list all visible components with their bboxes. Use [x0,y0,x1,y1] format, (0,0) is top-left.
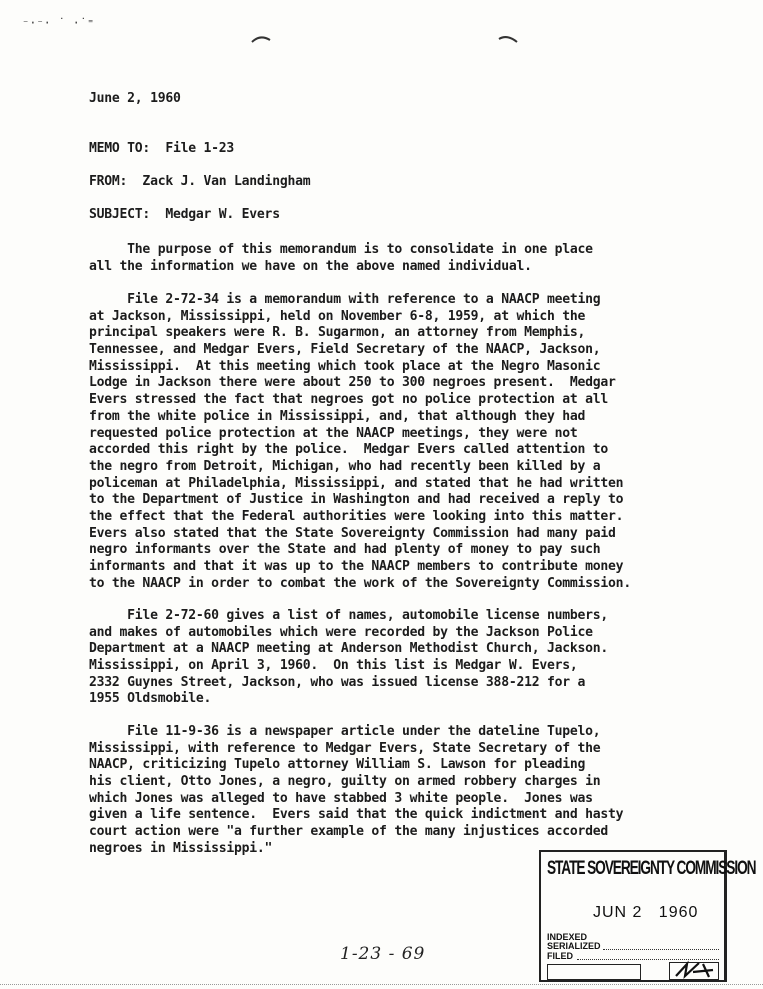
paragraph-line: requested police protection at the NAACP meetings, they were not [89,425,578,441]
paragraph-line: accorded this right by the police. Medgar Evers called attention to [89,442,609,458]
paragraph-line: principal speakers were R. B. Sugarmon, an attorney from Memphis, [89,325,586,341]
paragraph-line: Tennessee, and Medgar Evers, Field Secretary of the NAACP, Jackson, [89,342,601,358]
stamp-serialized-label: SERIALIZED [547,941,601,951]
commission-received-stamp [539,850,756,982]
stamp-filed-label: FILED [547,951,573,961]
paragraph-line: the negro from Detroit, Michigan, who had recently been killed by a [89,458,601,474]
paragraph-line: 2332 Guynes Street, Jackson, who was issued license 388-212 for a [89,674,586,690]
paragraph-line: to the NAACP in order to combat the work of the Sovereignty Commission. [89,575,631,591]
paragraph-file-11-9-36 [89,724,623,858]
paragraph-line: negroes in Mississippi." [89,840,273,856]
memo-subject: SUBJECT: Medgar W. Evers [89,207,280,222]
paragraph-line: to the Department of Justice in Washington and had received a reply to [89,492,624,508]
paragraph-purpose [89,242,593,275]
punch-mark-left [250,34,272,44]
paragraph-line: the effect that the Federal authorities were looking into this matter. [89,508,624,524]
paragraph-line: court action were "a further example of the many injustices accorded [89,824,609,840]
paragraph-line: policeman at Philadelphia, Mississippi, and stated that he had written [89,475,624,491]
paragraph-line: from the white police in Mississippi, and, that although they had [89,408,586,424]
stamp-scribble-signature [673,960,719,980]
stamp-indexed-label: INDEXED [547,932,588,942]
paragraph-line: Evers stressed the fact that negroes got no police protection at all [89,392,609,408]
paragraph-line: File 2-72-60 gives a list of names, automobile license numbers, [89,608,609,623]
paragraph-line: File 2-72-34 is a memorandum with reference to a NAACP meeting [89,292,601,307]
paragraph-line: his client, Otto Jones, a negro, guilty on armed robbery charges in [89,774,601,790]
memo-date: June 2, 1960 [89,91,181,106]
paragraph-line: Lodge in Jackson there were about 250 to 300 negroes present. Medgar [89,375,616,391]
memo-to: MEMO TO: File 1-23 [89,141,235,156]
paragraph-line: Evers also stated that the State Sovereignty Commission had many paid [89,525,616,541]
paragraph-line: Mississippi. At this meeting which took place at the Negro Masonic [89,358,601,374]
paragraph-file-2-72-34 [89,292,631,592]
paragraph-line: 1955 Oldsmobile. [89,691,212,707]
paragraph-line: which Jones was alleged to have stabbed 3 white people. Jones was [89,790,593,806]
paragraph-line: Mississippi, with reference to Medgar Evers, State Secretary of the [89,740,601,756]
scan-marks: ⁻·⁻· ˙ ·˙⁼ [22,16,95,30]
memo-from: FROM: Zack J. Van Landingham [89,174,311,189]
paragraph-file-2-72-60 [89,608,608,708]
punch-mark-right [497,34,519,44]
paragraph-line: Department at a NAACP meeting at Anderson Methodist Church, Jackson. [89,641,609,657]
paragraph-line: at Jackson, Mississippi, held on November 6-8, 1959, at which the [89,308,586,324]
paragraph-line: all the information we have on the above named individual. [89,258,532,274]
paragraph-line: File 11-9-36 is a newspaper article under the dateline Tupelo, [89,724,601,739]
paragraph-line: NAACP, criticizing Tupelo attorney William S. Lawson for pleading [89,757,586,773]
stamp-date: JUN 2 1960 [593,904,699,921]
page-bottom-edge [0,984,763,985]
stamp-initials-box [547,964,641,980]
stamp-title: STATE SOVEREIGNTY COMMISSION [547,858,756,879]
stamp-serialized-line [603,949,719,950]
paragraph-line: Mississippi, on April 3, 1960. On this list is Medgar W. Evers, [89,658,578,674]
paragraph-line: given a life sentence. Evers said that the quick indictment and hasty [89,807,624,823]
paragraph-line: and makes of automobiles which were recorded by the Jackson Police [89,624,593,640]
paragraph-line: negro informants over the State and had plenty of money to pay such [89,542,601,558]
paragraph-line: The purpose of this memorandum is to consolidate in one place [89,242,593,257]
handwritten-file-number: 1-23 - 69 [340,944,426,964]
paragraph-line: informants and that it was up to the NAACP members to contribute money [89,559,624,574]
